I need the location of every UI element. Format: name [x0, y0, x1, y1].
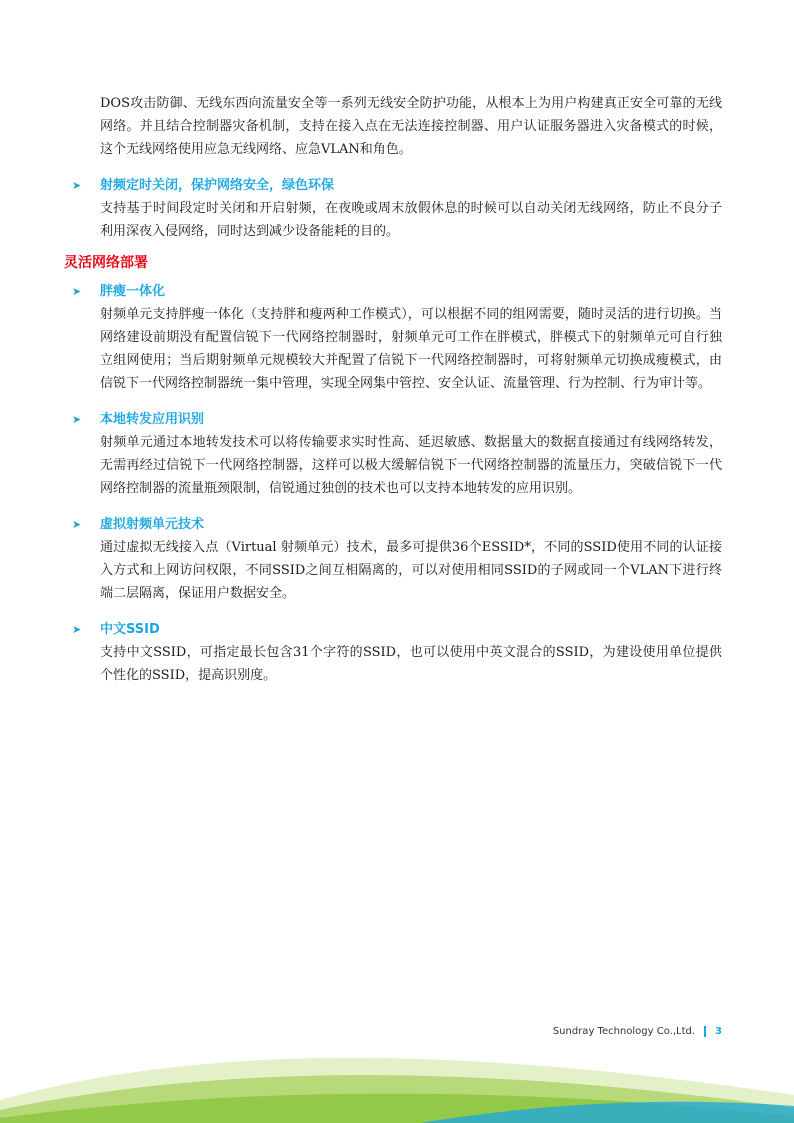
footer-wave-decoration	[0, 1040, 794, 1123]
bullet-title: 虚拟射频单元技术	[100, 517, 205, 532]
footer-separator	[704, 1026, 706, 1037]
bullet-body: 通过虚拟无线接入点（Virtual 射频单元）技术，最多可提供36个ESSID*，不同的SSID使用不同的认证接入方式和上网访问权限，不同SSID之间互相隔离的，可以对使用相同SSID的子网或同一个VLAN下进行终端二层隔离，保证用户数据安全。	[100, 540, 722, 601]
section-title: 灵活网络部署	[64, 255, 148, 271]
page-number: 3	[715, 1026, 722, 1037]
bullet-title: 中文SSID	[100, 622, 160, 637]
page-content	[64, 92, 722, 687]
intro-paragraph: DOS攻击防御、无线东西向流量安全等一系列无线安全防护功能，从根本上为用户构建真正安全可靠的无线网络。并且结合控制器灾备机制，支持在接入点在无法连接控制器、用户认证服务器进入灾备模式的时候，这个无线网络使用应急无线网络、应急VLAN和角色。	[100, 96, 722, 157]
bullet-virtual-rf	[72, 514, 722, 536]
footer-company: Sundray Technology Co.,Ltd.	[552, 1026, 696, 1037]
bullet-rf-schedule	[72, 175, 722, 197]
bullet-body: 支持中文SSID，可指定最长包含31个字符的SSID，也可以使用中英文混合的SSID，为建设使用单位提供个性化的SSID，提高识别度。	[100, 645, 722, 683]
arrow-bullet-icon: ➤	[72, 413, 82, 426]
arrow-bullet-icon: ➤	[72, 623, 82, 636]
bullet-local-forward	[72, 409, 722, 431]
bullet-body: 支持基于时间段定时关闭和开启射频，在夜晚或周末放假休息的时候可以自动关闭无线网络，防止不良分子利用深夜入侵网络，同时达到减少设备能耗的目的。	[100, 201, 722, 239]
arrow-bullet-icon: ➤	[72, 285, 82, 298]
page-footer	[553, 1026, 722, 1037]
bullet-title: 射频定时关闭，保护网络安全，绿色环保	[100, 178, 335, 193]
bullet-body: 射频单元支持胖瘦一体化（支持胖和瘦两种工作模式），可以根据不同的组网需要，随时灵活的进行切换。当网络建设前期没有配置信锐下一代网络控制器时，射频单元可工作在胖模式，胖模式下的射频单元可自行独立组网使用；当后期射频单元规模较大并配置了信锐下一代网络控制器时，可将射频单元切换成瘦模式，由信锐下一代网络控制器统一集中管理，实现全网集中管控、安全认证、流量管理、行为控制、行为审计等。	[100, 307, 722, 391]
arrow-bullet-icon: ➤	[72, 179, 82, 192]
bullet-body: 射频单元通过本地转发技术可以将传输要求实时性高、延迟敏感、数据量大的数据直接通过有线网络转发，无需再经过信锐下一代网络控制器，这样可以极大缓解信锐下一代网络控制器的流量压力，突破信锐下一代网络控制器的流量瓶颈限制，信锐通过独创的技术也可以支持本地转发的应用识别。	[100, 435, 722, 496]
bullet-title: 胖瘦一体化	[100, 284, 166, 299]
bullet-title: 本地转发应用识别	[100, 412, 205, 427]
bullet-chinese-ssid	[72, 619, 722, 641]
bullet-fit-fat	[72, 281, 722, 303]
arrow-bullet-icon: ➤	[72, 518, 82, 531]
